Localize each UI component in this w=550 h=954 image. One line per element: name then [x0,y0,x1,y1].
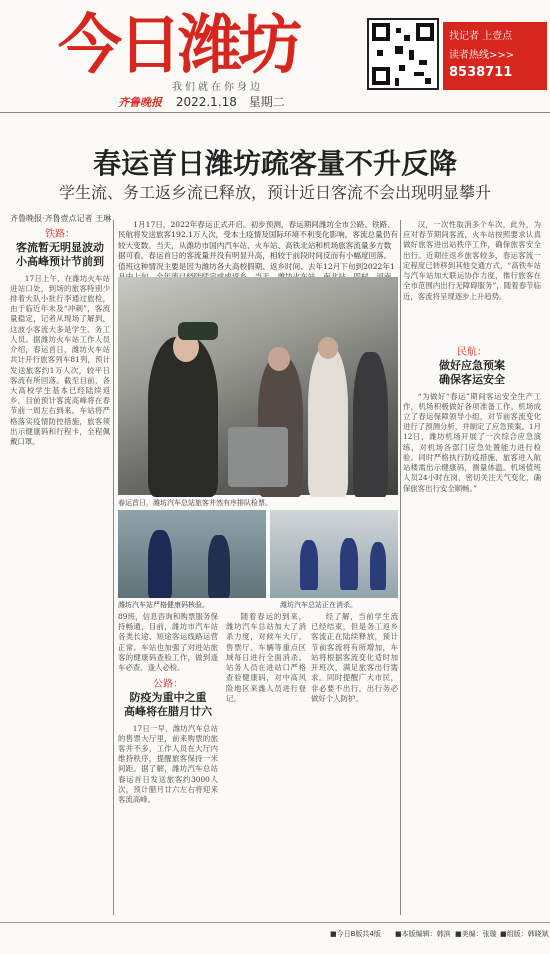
footer-page-editor: ■本版编辑：韩滨 [395,930,451,938]
article-byline: 齐鲁晚报·齐鲁壹点记者 王琳 [10,214,112,223]
right-column-divider [400,220,401,915]
dateline [118,93,285,110]
right-column-body-2: “为做好“春运”期间客运安全生产工作，机场积极做好各项准备工作。机场成立了春运保障领导小组，对节前客流变化进行了预测分析，并制定了应急预案。1月12日，潍坊机场开展了一次综合应急演练，对机场各部门应急处置能力进行检验。同时严格执行防疫措施，旅客进入航站楼需出示健康码，测量体温。机场值班人员24小时在岗，密切关注天气变化，确保旅客出行安全顺畅。” [403,391,541,493]
main-photo [118,277,398,495]
article-lede: 1月17日，2022年春运正式开启。初步预测，春运期间潍坊全市公路、铁路、民航将发送旅客192.1万人次，受本土疫情及国际环境不利变化影响，客流总量仍有较大变数。当天，从潍坊市国内汽车站、火车站、高铁北站和机场旅客流量多方数据可看，春运首日的客流量并没有明显升高，相较于前段时间反而有小幅度回落。值班这种情况主要是因为潍坊各大高校假期、返乡时间、去年12月下旬到2022年1 [118,220,398,271]
panel-phone: 8538711 [449,65,513,80]
panel-line-hotline: 读者热线>>> [449,50,515,61]
issue-date: 2022.1.18 [175,95,237,109]
disinfection-photo-caption: 潍坊汽车总站正在消杀。 [280,601,357,609]
section-label-highway: 公路： [153,679,183,690]
column-divider [113,220,114,915]
newspaper-title: 今日潍坊 [58,9,298,83]
article-headline: 春运首日潍坊疏客量不升反降 [92,147,457,180]
masthead [0,0,550,108]
section-title-railway: 客流暂无明显波动 小高峰预计节前到 [16,241,104,269]
right-column [403,220,541,912]
bottom-col4-body: 经了解，当前学生流已经结束，但是务工返乡客流正在陆续释放，预计节前客流将有所增加，车站将根据客流变化适时加开班次，满足旅客出行需求。同时提醒广大市民，非必要不出行，出行务必做好个人防护。 [311,612,398,703]
inspection-photo-caption: 潍坊汽车站严格健康码核验。 [118,601,209,609]
masthead-divider [0,112,550,113]
inspection-photo [118,510,266,598]
main-photo-caption: 春运首日，潍坊汽车总站旅客井然有序排队检票。 [118,499,272,507]
reader-hotline-panel [443,22,547,90]
page-footer [0,922,550,944]
section-label-railway: 铁路： [45,229,75,240]
bottom-column-1 [118,612,218,924]
panel-line-reporter: 找记者 上壹点 [449,31,513,42]
right-column-body: 汉，一次性取消多个车次，此外，为应对春节期间客流，火车站按照要求认真做好旅客进出站秩序工作，确保旅客安全出行。近期往返乡旅客较多，春运客流一定程度已转移到其他交通方式，“高铁车站与汽车站加大联运协作力度，推行旅客在全市范围内出行无障碍服务”，随着春节临近，客流将呈现逐步上升趋势。 [403,220,541,301]
footer-designer: ■美编：张璇 [455,930,497,938]
section-title-aviation: 做好应急预案 确保客运安全 [439,359,505,387]
section-title-highway: 防疫为重中之重 高峰将在腊月廿六 [124,691,212,719]
left-column-body: 17日上午，在潍坊火车站进站口处，到场的旅客特别少排着大队小批行李通过旅检，由于临近年末及“冲刺”，客流量稳定，记者从现场了解到，这波小客流大多是学生、务工人员。据潍坊火车站工作人员介绍，春运首日，潍坊火车站共计开行旅客列车81列，预计发送旅客约1万人次，较平日客流有所回落。截至目前，各大高校学生基本已经陆续返乡，目前预计客流高峰将在春节前一周左右到来。车站将严格落实疫情防控措施，旅客须出示健康码和行程卡，全程佩戴口罩。 [10,273,110,447]
footer-edition: ■今日B版共4版 [330,930,381,938]
article-subheadline: 学生流、务工返乡流已释放，预计近日客流不会出现明显攀升 [58,183,491,202]
bottom-column-3 [311,612,398,912]
disinfection-photo [270,510,398,598]
bottom-col3-body: 随着春运的到来，潍坊汽车总站加大了消杀力度，对候车大厅、售票厅、车辆等重点区域每日进行全面消杀。站务人员在进站口严格查验健康码，对中高风险地区来潍人员进行登记。 [226,612,306,703]
section-label-aviation: 民航： [457,347,487,358]
bottom-column-2 [226,612,306,912]
qr-code-icon [367,18,439,90]
newspaper-slogan: 我们就在你身边 [172,82,263,93]
bottom-col2-body: 17日一早，潍坊汽车总站的售票大厅里，前来购票的旅客并不多，工作人员在大厅内维持秩序，提醒旅客保持一米间距。据了解，潍坊汽车总站春运首日发送旅客约3000人次，预计腊月廿六左右将迎来客流高峰。 [118,723,218,805]
brand-name: 齐鲁晚报 [118,96,162,109]
footer-proofreader: ■组版：韩晓斌 [500,930,549,938]
issue-weekday: 星期二 [248,95,285,109]
left-column [10,228,110,954]
bottom-col1-body: 89班，信息咨询和购票服务保持畅通，目前，潍坊市汽车站各类长途、短途客运线路运营正常。车站也加强了对进站旅客的健康码查验工作，做到逢车必查、逢人必检。 [118,612,218,673]
